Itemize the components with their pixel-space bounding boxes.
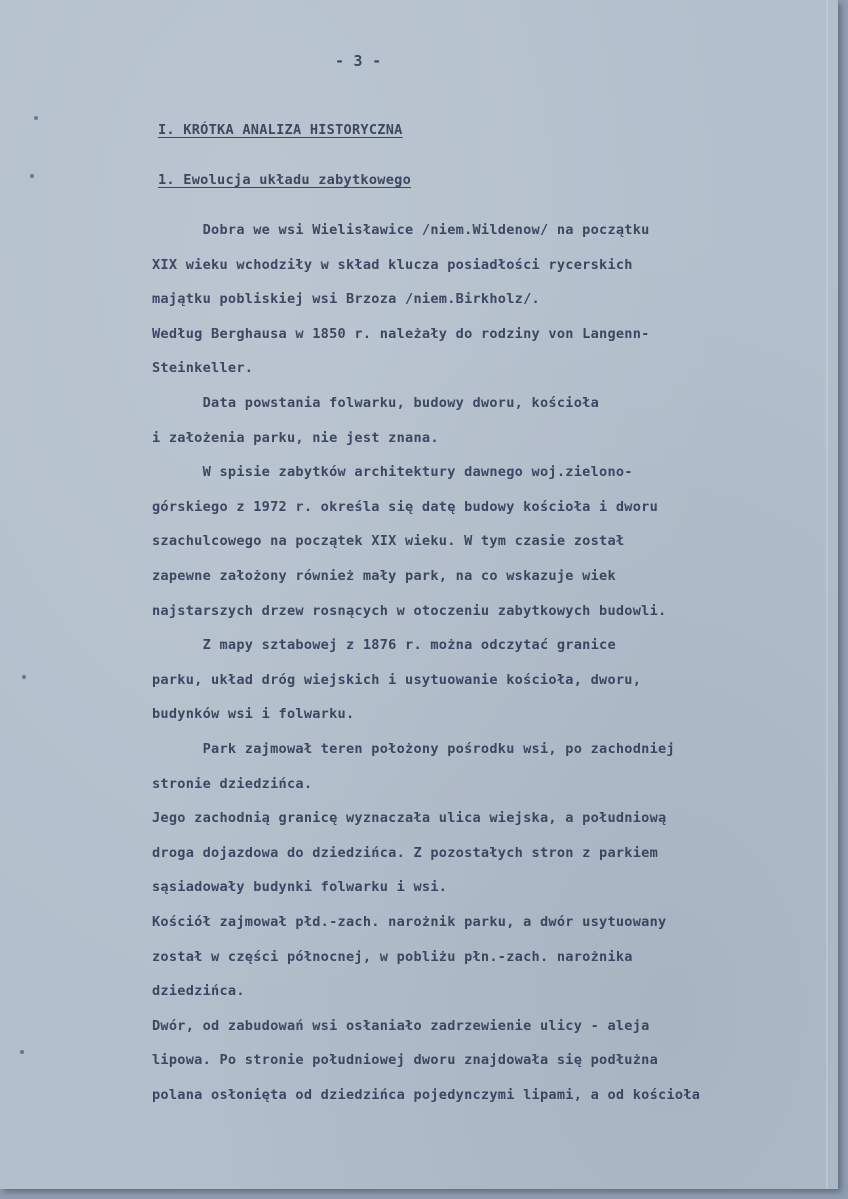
text-line: Dwór, od zabudowań wsi osłaniało zadrzewienie ulicy - aleja (152, 1017, 650, 1034)
text-line: parku, układ dróg wiejskich i usytuowanie kościoła, dworu, (152, 671, 642, 688)
text-line: stronie dziedzińca. (152, 775, 313, 792)
text-line: XIX wieku wchodziły w skład klucza posiadłości rycerskich (152, 256, 633, 273)
text-line: i założenia parku, nie jest znana. (152, 429, 439, 446)
page-number: - 3 - (335, 52, 382, 70)
subsection-heading: 1. Ewolucja układu zabytkowego (158, 172, 412, 188)
text-line: zapewne założony również mały park, na co wskazuje wiek (152, 568, 616, 584)
text-line: lipowa. Po stronie południowej dworu znajdowała się podłużna (152, 1052, 659, 1069)
text-line: Park zajmował teren położony pośrodku wsi, po zachodniej (152, 741, 675, 757)
text-line: najstarszych drzew rosnących w otoczeniu zabytkowych budowli. (152, 602, 667, 619)
binder-hole-mark (30, 174, 34, 178)
paper-edge (826, 0, 828, 1189)
binder-hole-mark (22, 675, 26, 679)
text-line: sąsiadowały budynki folwarku i wsi. (152, 879, 448, 896)
text-line: Według Berghausa w 1850 r. należały do rodziny von Langenn- (152, 325, 650, 342)
text-line: szachulcowego na początek XIX wieku. W tym czasie został (152, 533, 625, 550)
text-line: Jego zachodnią granicę wyznaczała ulica wiejska, a południową (152, 810, 667, 827)
text-line: został w części północnej, w pobliżu płn.-zach. narożnika (152, 948, 633, 965)
text-line: Kościół zajmował płd.-zach. narożnik parku, a dwór usytuowany (152, 914, 667, 930)
text-line: górskiego z 1972 r. określa się datę budowy kościoła i dworu (152, 498, 659, 515)
text-line: budynków wsi i folwarku. (152, 706, 355, 723)
text-line: polana osłonięta od dziedzińca pojedynczymi lipami, a od kościoła (152, 1087, 701, 1103)
text-line: dziedzińca. (152, 983, 245, 1000)
section-heading: I. KRÓTKA ANALIZA HISTORYCZNA (158, 122, 403, 138)
text-line: W spisie zabytków architektury dawnego woj.zielono- (152, 464, 633, 481)
text-line: Data powstania folwarku, budowy dworu, kościoła (152, 395, 600, 411)
text-line: Dobra we wsi Wielisławice /niem.Wildenow/ na początku (152, 222, 650, 238)
text-line: Steinkeller. (152, 360, 254, 377)
text-line: Z mapy sztabowej z 1876 r. można odczytać granice (152, 637, 616, 654)
text-line: majątku pobliskiej wsi Brzoza /niem.Birkholz/. (152, 291, 540, 308)
binder-hole-mark (20, 1050, 24, 1054)
text-line: droga dojazdowa do dziedzińca. Z pozostałych stron z parkiem (152, 844, 659, 861)
binder-hole-mark (34, 116, 38, 120)
